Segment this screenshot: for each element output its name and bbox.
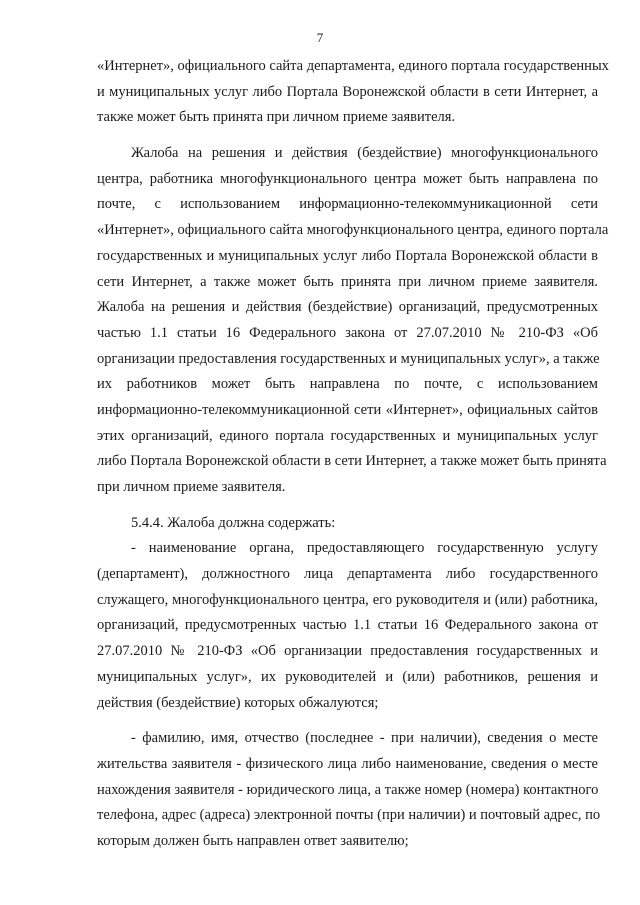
text-line: телефона, адрес (адреса) электронной почты (при наличии) и почтовый адрес, по <box>97 807 601 824</box>
text-line: также может быть принята при личном приеме заявителя. <box>97 109 456 126</box>
text-line: «Интернет», официального сайта многофункционального центра, единого портала <box>97 222 609 239</box>
text-line: которым должен быть направлен ответ заявителю; <box>97 832 409 849</box>
text-line: этих организаций, единого портала государственных и муниципальных услуг <box>97 427 598 444</box>
text-line: 5.4.4. Жалоба должна содержать: <box>131 514 336 531</box>
page-number: 7 <box>316 30 324 45</box>
text-line: (департамент), должностного лица департамента либо государственного <box>97 566 598 583</box>
text-line: организаций, предусмотренных частью 1.1 статьи 16 Федерального закона от <box>97 617 598 634</box>
text-line: частью 1.1 статьи 16 Федерального закона от 27.07.2010 № 210-ФЗ «Об <box>97 324 598 341</box>
text-line: «Интернет», официального сайта департамента, единого портала государственных <box>97 58 609 74</box>
text-line: сети Интернет, а также может быть принята при личном приеме заявителя. <box>97 273 598 290</box>
text-line: служащего, многофункционального центра, его руководителя и (или) работника, <box>97 591 598 608</box>
text-line: 27.07.2010 № 210-ФЗ «Об организации предоставления государственных и <box>97 643 598 660</box>
document-body <box>97 54 609 855</box>
text-line: и муниципальных услуг либо Портала Воронежской области в сети Интернет, а <box>97 83 598 100</box>
text-line: почте, с использованием информационно-телекоммуникационной сети <box>97 196 598 213</box>
text-line: либо Портала Воронежской области в сети Интернет, а также может быть принята <box>97 453 607 470</box>
text-line: при личном приеме заявителя. <box>97 479 286 495</box>
text-line: центра, работника многофункционального центра может быть направлена по <box>97 170 598 187</box>
text-line: жительства заявителя - физического лица либо наименование, сведения о месте <box>97 755 598 772</box>
text-line: организации предоставления государственных и муниципальных услуг», а также <box>97 350 600 367</box>
text-line: их работников может быть направлена по почте, с использованием <box>97 376 598 393</box>
text-line: нахождения заявителя - юридического лица, а также номер (номера) контактного <box>97 781 599 798</box>
text-line: - фамилию, имя, отчество (последнее - при наличии), сведения о месте <box>131 730 598 747</box>
text-line: - наименование органа, предоставляющего государственную услугу <box>131 540 598 557</box>
text-line: Жалоба на решения и действия (бездействие) многофункционального <box>131 145 598 162</box>
text-line: государственных и муниципальных услуг либо Портала Воронежской области в <box>97 247 598 264</box>
text-line: муниципальных услуг», их руководителей и (или) работников, решения и <box>97 668 598 685</box>
text-line: действия (бездействие) которых обжалуются; <box>97 694 379 711</box>
text-line: Жалоба на решения и действия (бездействие) организаций, предусмотренных <box>97 299 598 316</box>
text-line: информационно-телекоммуникационной сети «Интернет», официальных сайтов <box>97 401 598 418</box>
